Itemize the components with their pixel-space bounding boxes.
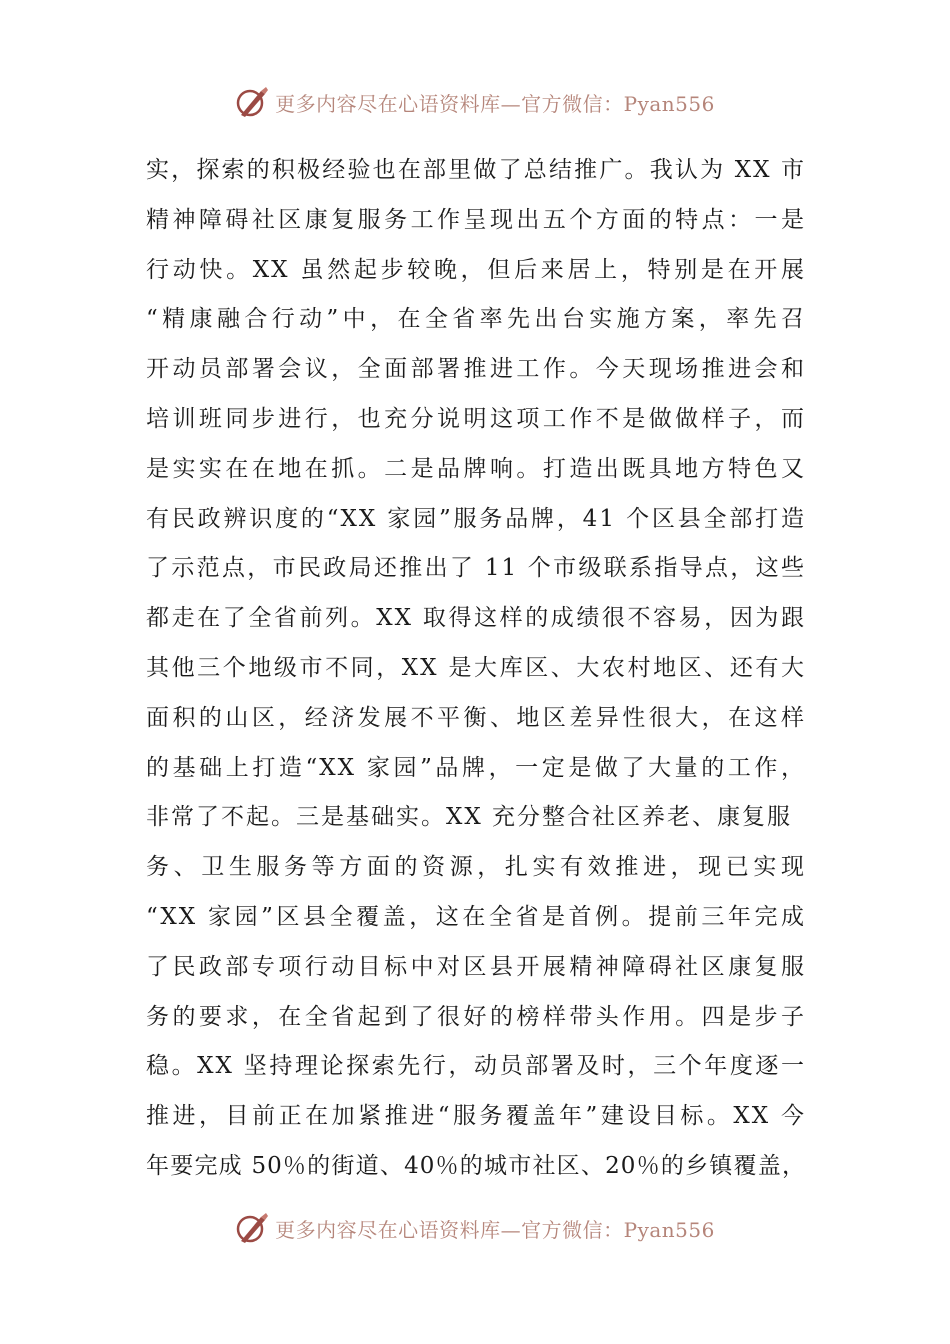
body-line: 培训班同步进行，也充分说明这项工作不是做做样子，而 xyxy=(146,405,806,432)
body-line: 推进，目前正在加紧推进“服务覆盖年”建设目标。XX 今 xyxy=(146,1103,806,1130)
body-line: 是实实在在地在抓。二是品牌响。打造出既具地方特色又 xyxy=(146,455,806,482)
header-watermark xyxy=(0,82,950,122)
header-watermark-text: 更多内容尽在心语资料库—官方微信：Pyan556 xyxy=(275,91,715,116)
body-line: 开动员部署会议，全面部署推进工作。今天现场推进会和 xyxy=(146,356,806,383)
body-line: 面积的山区，经济发展不平衡、地区差异性很大，在这样 xyxy=(146,704,806,731)
body-line: 行动快。XX 虽然起步较晚，但后来居上，特别是在开展 xyxy=(146,256,806,283)
body-line: 了示范点，市民政局还推出了 11 个市级联系指导点，这些 xyxy=(146,555,806,582)
body-line: 年要完成 50％的街道、40％的城市社区、20％的乡镇覆盖， xyxy=(146,1152,806,1179)
body-line: 精神障碍社区康复服务工作呈现出五个方面的特点：一是 xyxy=(146,206,806,233)
body-line: 都走在了全省前列。XX 取得这样的成绩很不容易，因为跟 xyxy=(146,605,806,632)
body-line: 了民政部专项行动目标中对区县开展精神障碍社区康复服 xyxy=(146,953,806,980)
body-line: 稳。XX 坚持理论探索先行，动员部署及时，三个年度逐一 xyxy=(146,1053,806,1080)
body-line: “精康融合行动”中，在全省率先出台实施方案，率先召 xyxy=(146,306,806,333)
body-line: 务的要求，在全省起到了很好的榜样带头作用。四是步子 xyxy=(146,1003,806,1030)
document-body xyxy=(146,146,806,1192)
pen-logo-icon xyxy=(235,1211,269,1245)
body-line: 的基础上打造“XX 家园”品牌，一定是做了大量的工作， xyxy=(146,754,806,781)
body-line: 非常了不起。三是基础实。XX 充分整合社区养老、康复服 xyxy=(146,804,793,831)
body-line: 其他三个地级市不同，XX 是大库区、大农村地区、还有大 xyxy=(146,654,806,681)
body-line: 务、卫生服务等方面的资源，扎实有效推进，现已实现 xyxy=(146,854,806,881)
footer-watermark-text: 更多内容尽在心语资料库—官方微信：Pyan556 xyxy=(275,1217,715,1242)
body-line: “XX 家园”区县全覆盖，这在全省是首例。提前三年完成 xyxy=(146,903,806,930)
pen-logo-icon xyxy=(235,85,269,119)
body-line: 实，探索的积极经验也在部里做了总结推广。我认为 XX 市 xyxy=(146,157,806,183)
body-line: 有民政辨识度的“XX 家园”服务品牌，41 个区县全部打造 xyxy=(146,505,806,532)
footer-watermark xyxy=(0,1208,950,1248)
